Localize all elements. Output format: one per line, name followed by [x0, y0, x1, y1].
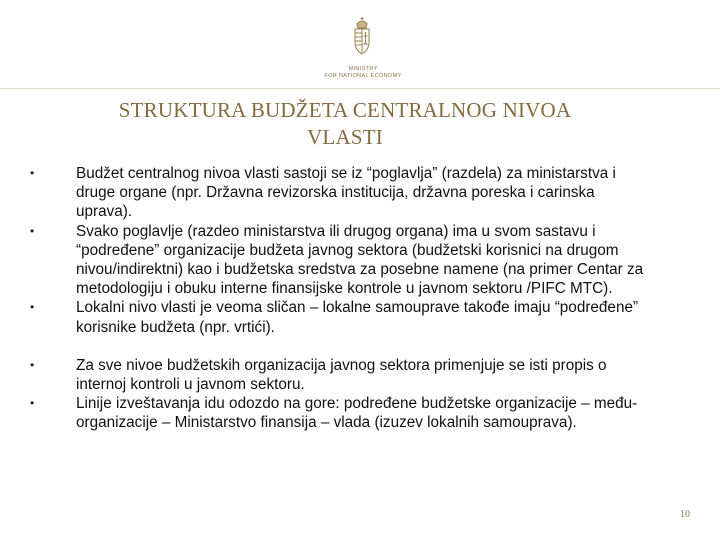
- group-spacer: [30, 337, 650, 356]
- bullet-text: Za sve nivoe budžetskih organizacija javnog sektora primenjuje se isti propis o internoj kontroli u javnom sektoru.: [76, 356, 607, 394]
- bullet-text: Budžet centralnog nivoa vlasti sastoji se iz “poglavlja” (razdela) za ministarstva i druge organe (npr. Državna revizorska institucija, državna poreska i carinska uprava).: [76, 165, 616, 221]
- bullet-item: [30, 394, 650, 432]
- header-divider: [0, 88, 720, 89]
- ministry-logo: [308, 14, 418, 84]
- bullet-marker: •: [30, 223, 35, 238]
- bullet-item: [30, 222, 650, 299]
- bullet-marker: •: [30, 396, 35, 411]
- bullet-text: Linije izveštavanja idu odozdo na gore: podređene budžetske organizacije – među-organizacije – Ministarstvo finansija – vlada (izuzev lokalnih samouprava).: [76, 395, 638, 432]
- bullet-item: [30, 298, 650, 336]
- ministry-name-line1: MINISTRY: [348, 66, 378, 72]
- bullet-marker: •: [30, 357, 35, 372]
- bullet-text: Lokalni nivo vlasti je veoma sličan – lokalne samouprave takođe imaju “podređene” korisnike budžeta (npr. vrtići).: [76, 299, 639, 336]
- bullet-marker: •: [30, 300, 35, 315]
- slide-title: STRUKTURA BUDŽETA CENTRALNOG NIVOA VLASTI: [118, 98, 572, 149]
- coat-of-arms-icon: [351, 14, 373, 58]
- bullet-marker: •: [30, 166, 35, 180]
- slide-body: [30, 164, 650, 433]
- ministry-name-line2: FOR NATIONAL ECONOMY: [324, 73, 402, 79]
- bullet-item: [30, 164, 650, 222]
- page-number: 10: [680, 509, 690, 520]
- bullet-item: [30, 356, 650, 394]
- ministry-name: [308, 66, 418, 80]
- bullet-text: Svako poglavlje (razdeo ministarstva ili drugog organa) ima u svom sastavu i “podređene” organizacije budžeta javnog sektora (budžetski korisnici na drugom nivou/indirektni) kao i budžetska sredstva za posebne namene (na primer Centar za metodologiju i obuku interne finansijske kontrole u javnom sektoru /PIFC MTC).: [76, 222, 644, 298]
